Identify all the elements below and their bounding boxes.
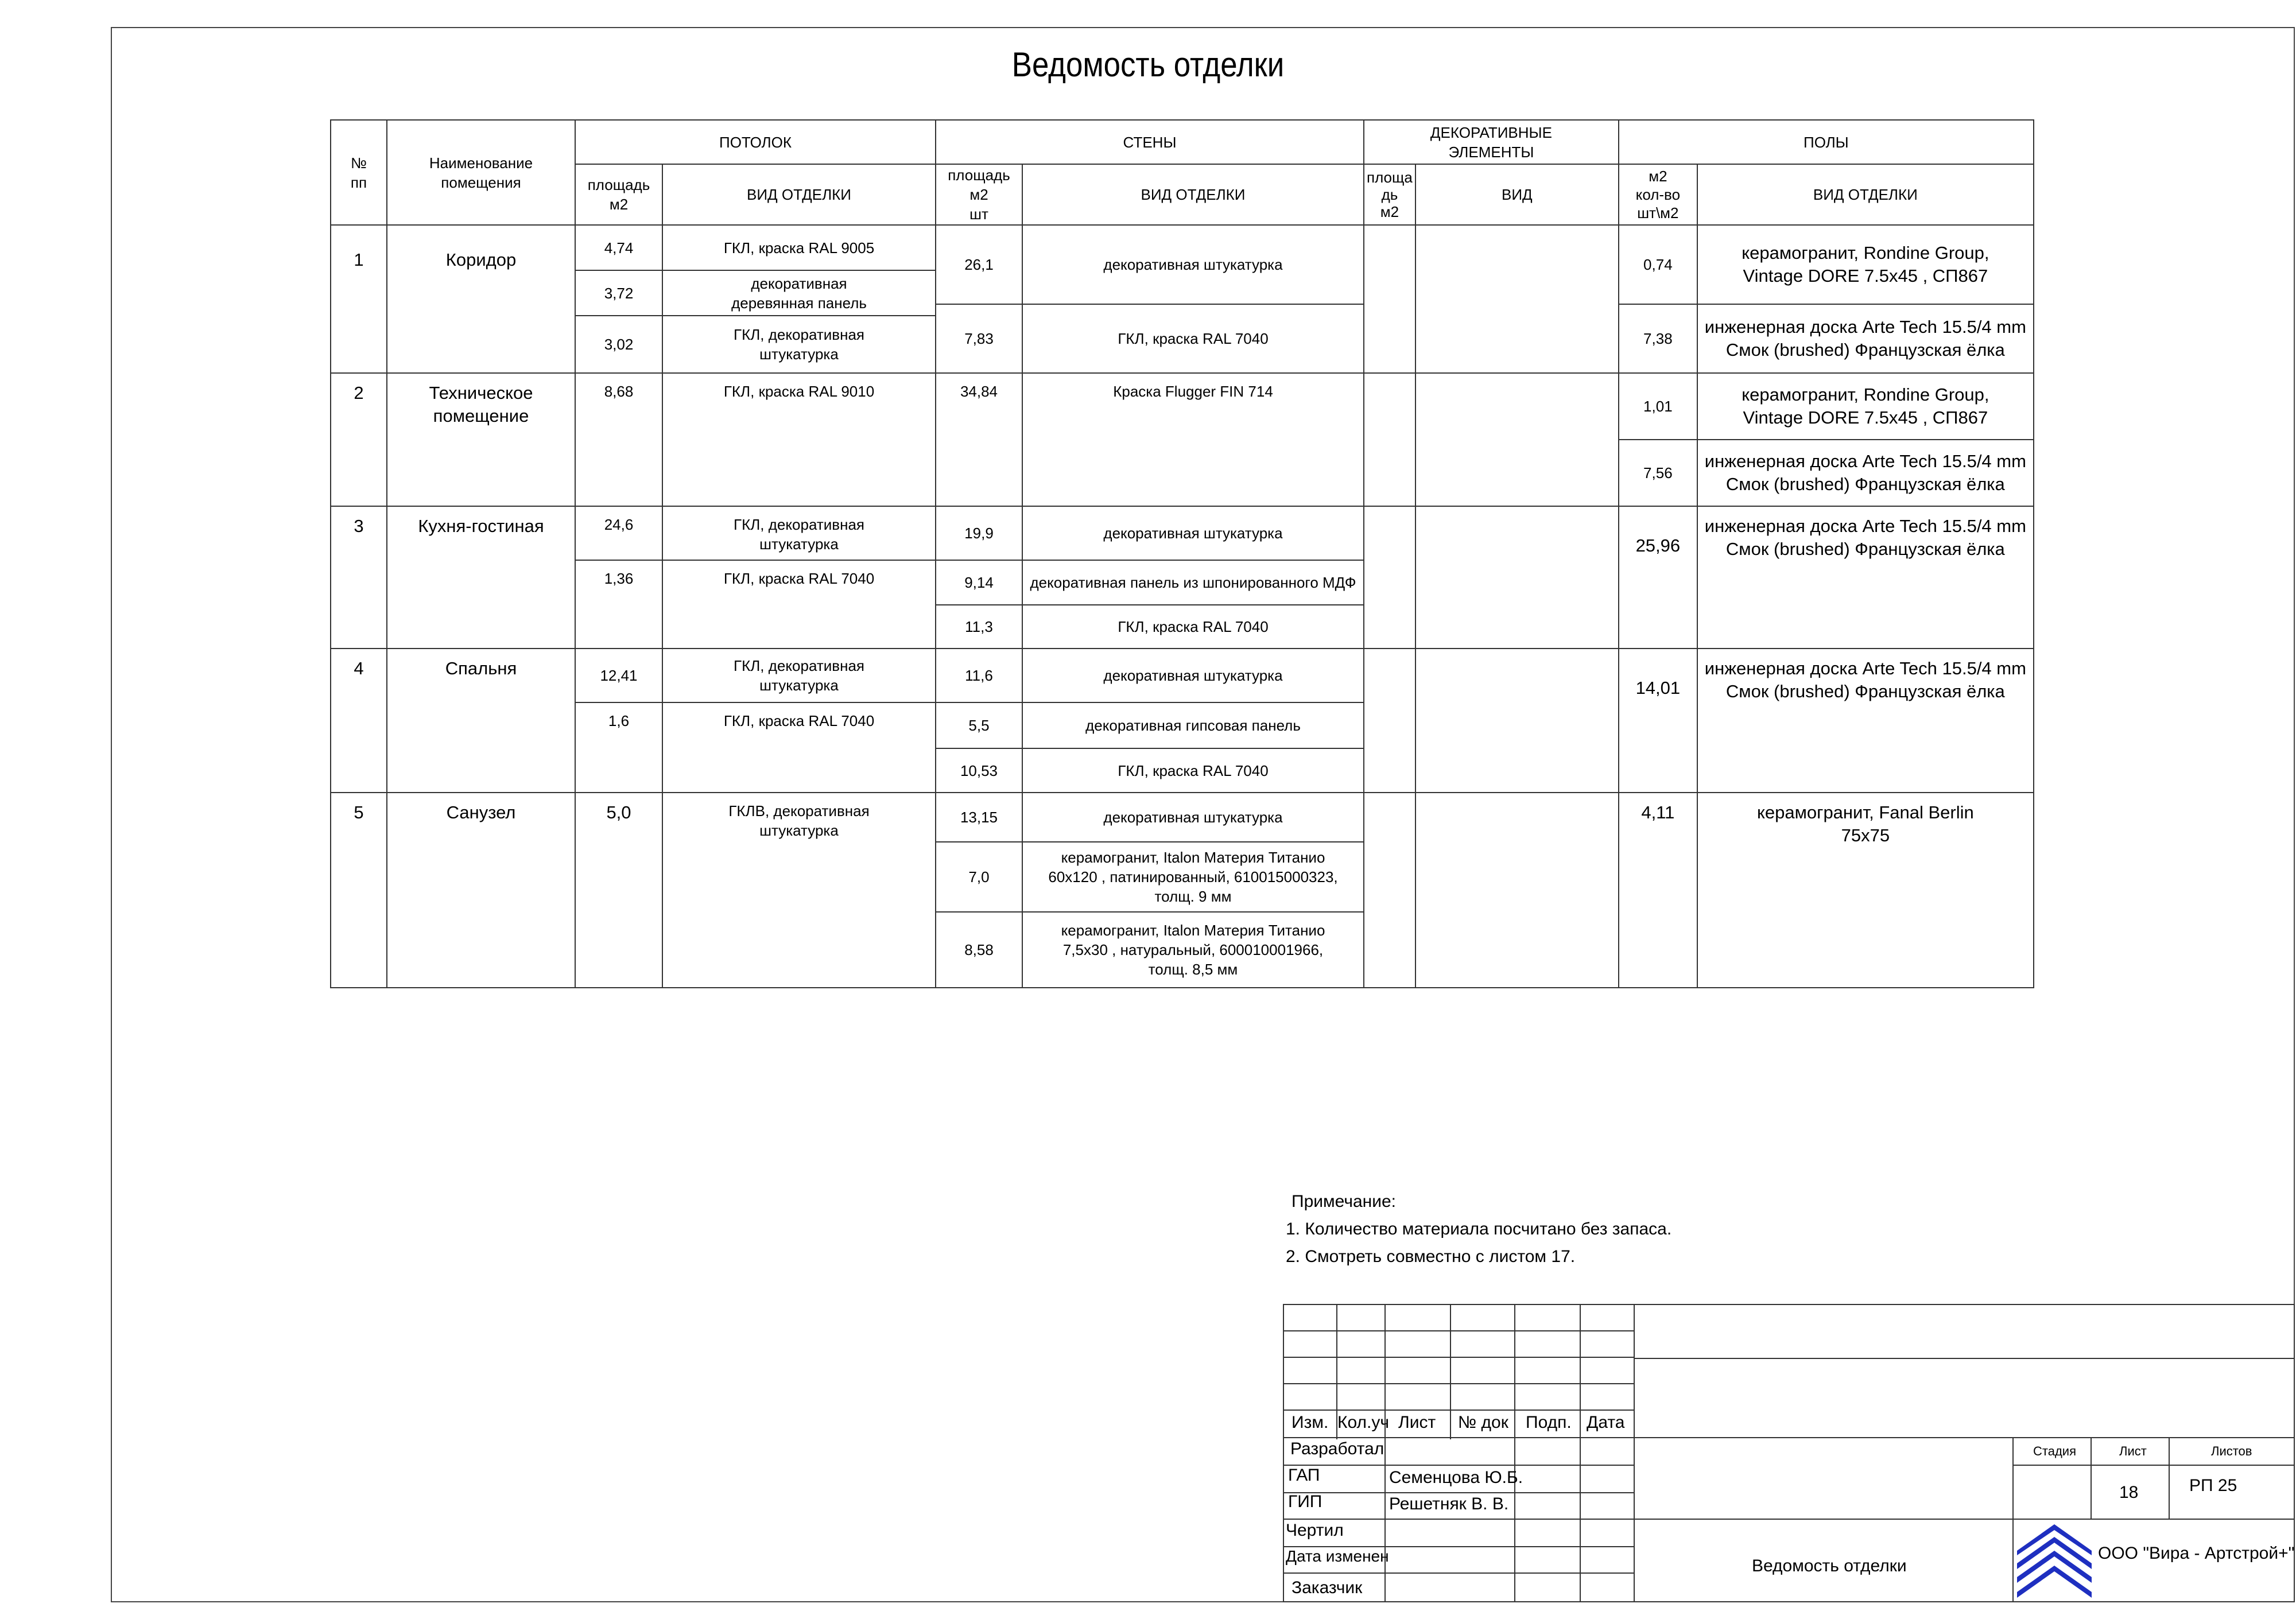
ceiling-finish: ГКЛ, декоративная штукатурка <box>662 649 936 702</box>
header-floor-qty: м2 кол-во шт\м2 <box>1619 164 1697 225</box>
header-walls: СТЕНЫ <box>936 120 1364 164</box>
wall-finish: керамогранит, Italon Материя Титанио 60x120 , патинированный, 610015000323, толщ. 9 мм <box>1022 842 1364 912</box>
stamp-sheet-number: 18 <box>2119 1483 2139 1502</box>
floor-qty: 0,74 <box>1619 225 1697 304</box>
wall-area: 7,0 <box>936 842 1022 912</box>
ceiling-finish: ГКЛ, декоративная штукатурка <box>662 506 936 560</box>
wall-finish: керамогранит, Italon Материя Титанио 7,5x30 , натуральный, 600010001966, толщ. 8,5 мм <box>1022 912 1364 988</box>
ceiling-finish: ГКЛ, краска RAL 9005 <box>662 225 936 270</box>
floor-qty: 7,38 <box>1619 304 1697 373</box>
decor-kind <box>1415 793 1619 988</box>
ceiling-finish: ГКЛ, краска RAL 7040 <box>662 560 936 649</box>
ceiling-area: 4,74 <box>575 225 662 270</box>
wall-area: 13,15 <box>936 793 1022 842</box>
stamp-gip: ГИП <box>1288 1492 1322 1511</box>
wall-finish: ГКЛ, краска RAL 7040 <box>1022 304 1364 373</box>
ceiling-area: 1,6 <box>575 702 662 793</box>
room-name: Санузел <box>387 793 575 988</box>
stamp-company: ООО "Вира - Артстрой+" <box>2098 1544 2295 1563</box>
header-decor: ДЕКОРАТИВНЫЕ ЭЛЕМЕНТЫ <box>1364 120 1619 164</box>
wall-finish: декоративная штукатурка <box>1022 225 1364 304</box>
wall-finish: декоративная штукатурка <box>1022 649 1364 702</box>
row-num: 5 <box>331 793 387 988</box>
floor-qty: 4,11 <box>1619 793 1697 988</box>
stamp-razrabotal: Разработал <box>1290 1439 1384 1458</box>
note-line: 2. Смотреть совместно с листом 17. <box>1286 1247 1576 1266</box>
ceiling-finish: ГКЛ, декоративная штукатурка <box>662 316 936 373</box>
wall-area: 34,84 <box>936 373 1022 506</box>
wall-finish: декоративная панель из шпонированного МДФ <box>1022 560 1364 605</box>
wall-area: 11,3 <box>936 605 1022 649</box>
stamp-stadiya: Стадия <box>2033 1444 2076 1458</box>
ceiling-area: 5,0 <box>575 793 662 988</box>
wall-area: 19,9 <box>936 506 1022 560</box>
header-floor-finish: ВИД ОТДЕЛКИ <box>1697 164 2034 225</box>
floor-qty: 7,56 <box>1619 440 1697 506</box>
stamp-stage: РП 25 <box>2189 1476 2237 1495</box>
ceiling-area: 24,6 <box>575 506 662 560</box>
floor-qty: 14,01 <box>1619 649 1697 793</box>
room-name: Коридор <box>387 225 575 373</box>
stamp-list-header: Лист <box>2119 1444 2147 1458</box>
floor-finish: инженерная доска Arte Tech 15.5/4 mm Смок (brushed) Французская ёлка <box>1697 506 2034 649</box>
room-name: Кухня-гостиная <box>387 506 575 649</box>
wall-area: 7,83 <box>936 304 1022 373</box>
header-room: Наименование помещения <box>387 120 575 225</box>
wall-finish: ГКЛ, краска RAL 7040 <box>1022 605 1364 649</box>
wall-area: 9,14 <box>936 560 1022 605</box>
header-decor-kind: ВИД <box>1415 164 1619 225</box>
ceiling-area: 3,02 <box>575 316 662 373</box>
stamp-gap-name: Семенцова Ю.Б. <box>1389 1468 1523 1487</box>
wall-finish: Краска Flugger FIN 714 <box>1022 373 1364 506</box>
notes-block <box>1286 1188 1671 1271</box>
wall-area: 8,58 <box>936 912 1022 988</box>
ceiling-finish: ГКЛВ, декоративная штукатурка <box>662 793 936 988</box>
decor-kind <box>1415 506 1619 649</box>
stamp-kol: Кол.уч <box>1337 1413 1389 1432</box>
wall-finish: ГКЛ, краска RAL 7040 <box>1022 748 1364 793</box>
ceiling-area: 8,68 <box>575 373 662 506</box>
wall-finish: декоративная штукатурка <box>1022 793 1364 842</box>
decor-kind <box>1415 225 1619 373</box>
ceiling-finish: декоративная деревянная панель <box>662 270 936 316</box>
ceiling-finish: ГКЛ, краска RAL 7040 <box>662 702 936 793</box>
row-num: 1 <box>331 225 387 373</box>
stamp-chertil: Чертил <box>1286 1521 1344 1540</box>
ceiling-area: 1,36 <box>575 560 662 649</box>
wall-area: 26,1 <box>936 225 1022 304</box>
header-ceiling-finish: ВИД ОТДЕЛКИ <box>662 164 936 225</box>
decor-area <box>1364 506 1415 649</box>
finish-schedule-table <box>330 119 2034 988</box>
floor-qty: 1,01 <box>1619 373 1697 440</box>
floor-finish: керамогранит, Rondine Group, Vintage DORE 7.5x45 , СП867 <box>1697 225 2034 304</box>
wall-finish: декоративная гипсовая панель <box>1022 702 1364 748</box>
stamp-izm: Изм. <box>1292 1413 1329 1432</box>
floor-qty: 25,96 <box>1619 506 1697 649</box>
floor-finish: инженерная доска Arte Tech 15.5/4 mm Смок (brushed) Французская ёлка <box>1697 304 2034 373</box>
page-title: Ведомость отделки <box>1011 45 1285 84</box>
row-num: 4 <box>331 649 387 793</box>
note-line: 1. Количество материала посчитано без запаса. <box>1286 1220 1672 1238</box>
floor-finish: керамогранит, Rondine Group, Vintage DORE 7.5x45 , СП867 <box>1697 373 2034 440</box>
decor-area <box>1364 649 1415 793</box>
decor-area <box>1364 373 1415 506</box>
stamp-data-izm: Дата изменен <box>1286 1547 1389 1565</box>
stamp-doc-title: Ведомость отделки <box>1752 1556 1907 1575</box>
floor-finish: керамогранит, Fanal Berlin 75x75 <box>1697 793 2034 988</box>
wall-area: 11,6 <box>936 649 1022 702</box>
header-floors: ПОЛЫ <box>1619 120 2034 164</box>
decor-area <box>1364 793 1415 988</box>
room-name: Техническое помещение <box>387 373 575 506</box>
floor-finish: инженерная доска Arte Tech 15.5/4 mm Смок (brushed) Французская ёлка <box>1697 440 2034 506</box>
stamp-listov: Листов <box>2211 1444 2252 1458</box>
stamp-data: Дата <box>1587 1413 1625 1432</box>
header-walls-finish: ВИД ОТДЕЛКИ <box>1022 164 1364 225</box>
room-name: Спальня <box>387 649 575 793</box>
row-num: 2 <box>331 373 387 506</box>
wall-area: 5,5 <box>936 702 1022 748</box>
header-ceiling-area: площадь м2 <box>575 164 662 225</box>
header-ceiling: ПОТОЛОК <box>575 120 936 164</box>
ceiling-area: 3,72 <box>575 270 662 316</box>
header-num: № пп <box>331 120 387 225</box>
row-num: 3 <box>331 506 387 649</box>
header-walls-area: площадь м2 шт <box>936 164 1022 225</box>
stamp-zakazchik: Заказчик <box>1292 1578 1363 1597</box>
decor-kind <box>1415 373 1619 506</box>
floor-finish: инженерная доска Arte Tech 15.5/4 mm Смок (brushed) Французская ёлка <box>1697 649 2034 793</box>
stamp-list: Лист <box>1398 1413 1436 1432</box>
decor-kind <box>1415 649 1619 793</box>
notes-title: Примечание: <box>1292 1192 1396 1211</box>
wall-finish: декоративная штукатурка <box>1022 506 1364 560</box>
ceiling-area: 12,41 <box>575 649 662 702</box>
company-logo-icon <box>2015 1522 2094 1599</box>
decor-area <box>1364 225 1415 373</box>
ceiling-finish: ГКЛ, краска RAL 9010 <box>662 373 936 506</box>
header-decor-area: площа дь м2 <box>1364 164 1415 225</box>
stamp-podp: Подп. <box>1526 1413 1572 1432</box>
stamp-ndok: № док <box>1458 1413 1508 1432</box>
stamp-gip-name: Решетняк В. В. <box>1389 1494 1509 1513</box>
wall-area: 10,53 <box>936 748 1022 793</box>
stamp-gap: ГАП <box>1288 1466 1320 1485</box>
